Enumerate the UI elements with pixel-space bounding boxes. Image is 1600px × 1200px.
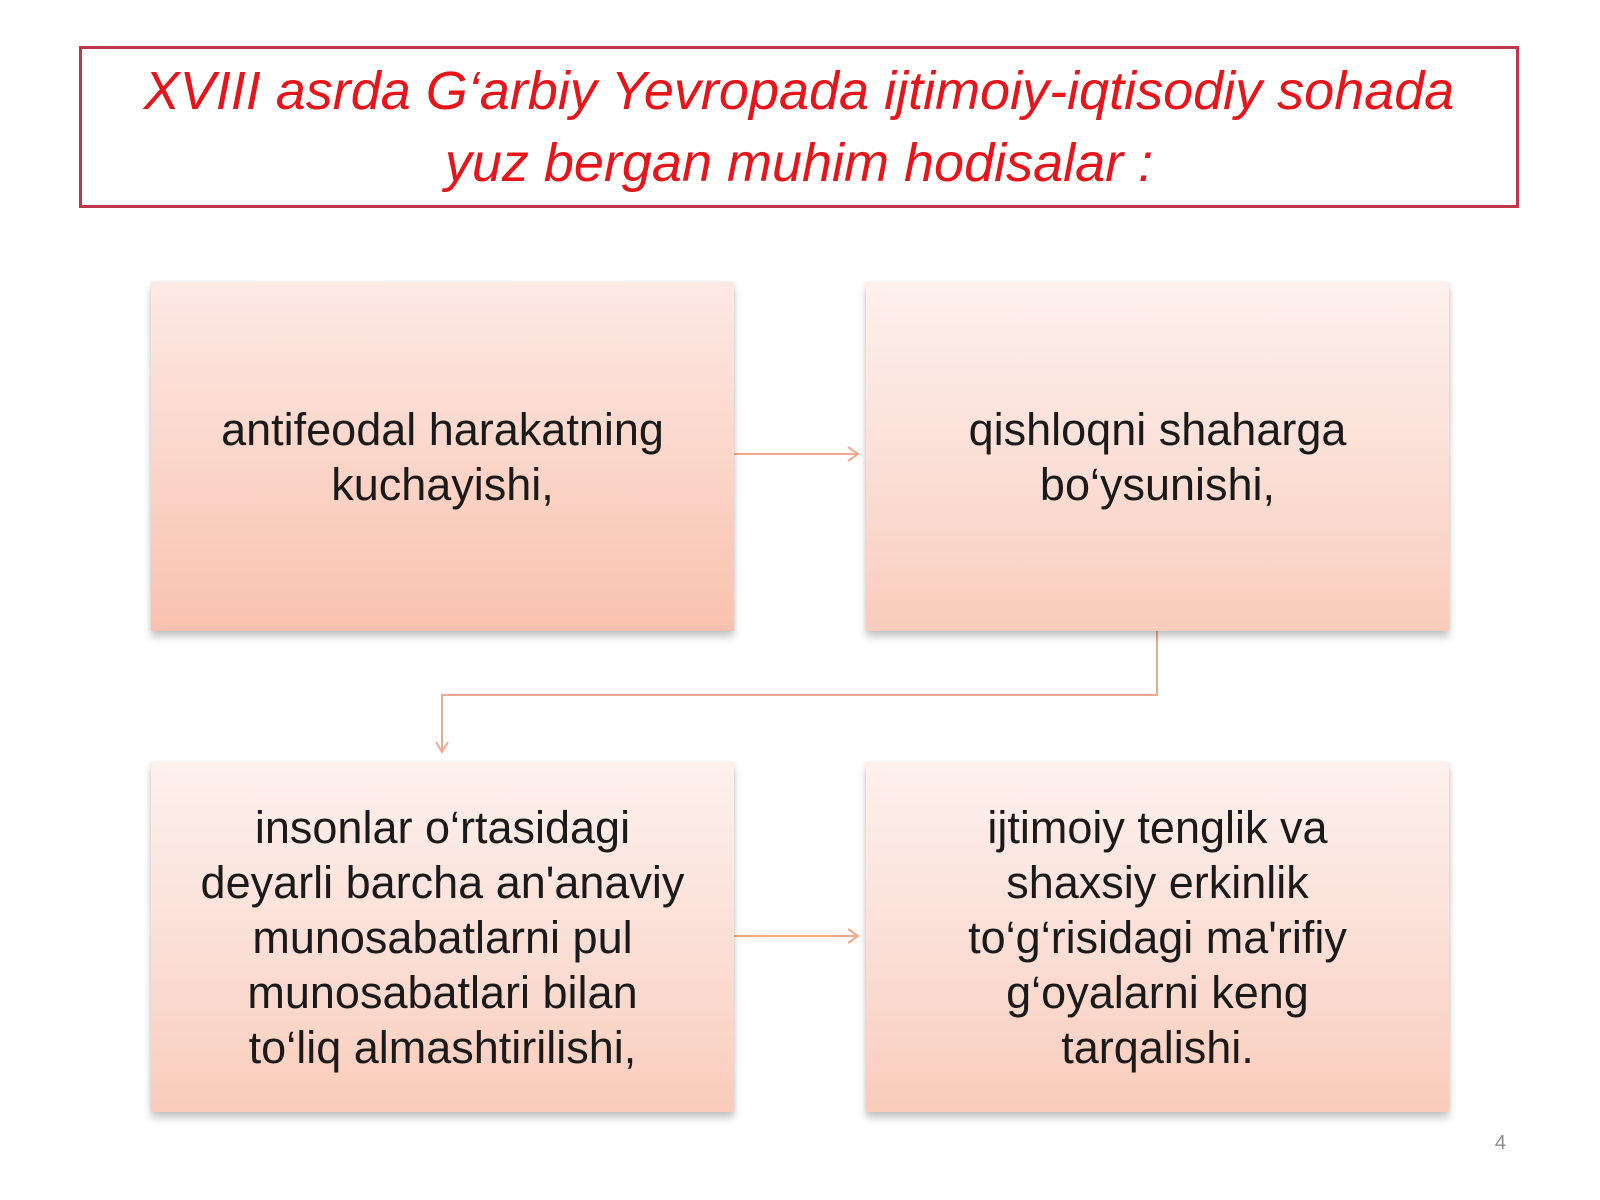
event-box-2 bbox=[866, 282, 1449, 631]
elbow-connector-box2-to-box3 bbox=[442, 631, 1157, 752]
event-box-1-text: antifeodal harakatning kuchayishi, bbox=[221, 403, 664, 510]
arrowhead-box2 bbox=[848, 447, 858, 461]
event-box-1 bbox=[151, 282, 734, 631]
event-box-4-text: ijtimoiy tenglik va shaxsiy erkinlik to‘g‘risidagi ma'rifiy g‘oyalarni keng tarqalishi. bbox=[968, 801, 1347, 1073]
title-box bbox=[79, 46, 1519, 208]
arrowhead-box3 bbox=[436, 742, 448, 752]
arrowhead-box4 bbox=[848, 929, 858, 943]
event-box-3-text: insonlar o‘rtasidagi deyarli barcha an'anaviy munosabatlarni pul munosabatlari bilan to‘liq almashtirilishi, bbox=[200, 801, 685, 1073]
page-number: 4 bbox=[1494, 1132, 1506, 1154]
event-box-2-text: qishloqni shaharga bo‘ysunishi, bbox=[968, 403, 1347, 510]
event-box-4 bbox=[866, 762, 1449, 1112]
event-box-3 bbox=[151, 762, 734, 1112]
slide-title: XVIII asrda G‘arbiy Yevropada ijtimoiy-iqtisodiy sohada yuz bergan muhim hodisalar : bbox=[143, 61, 1455, 193]
